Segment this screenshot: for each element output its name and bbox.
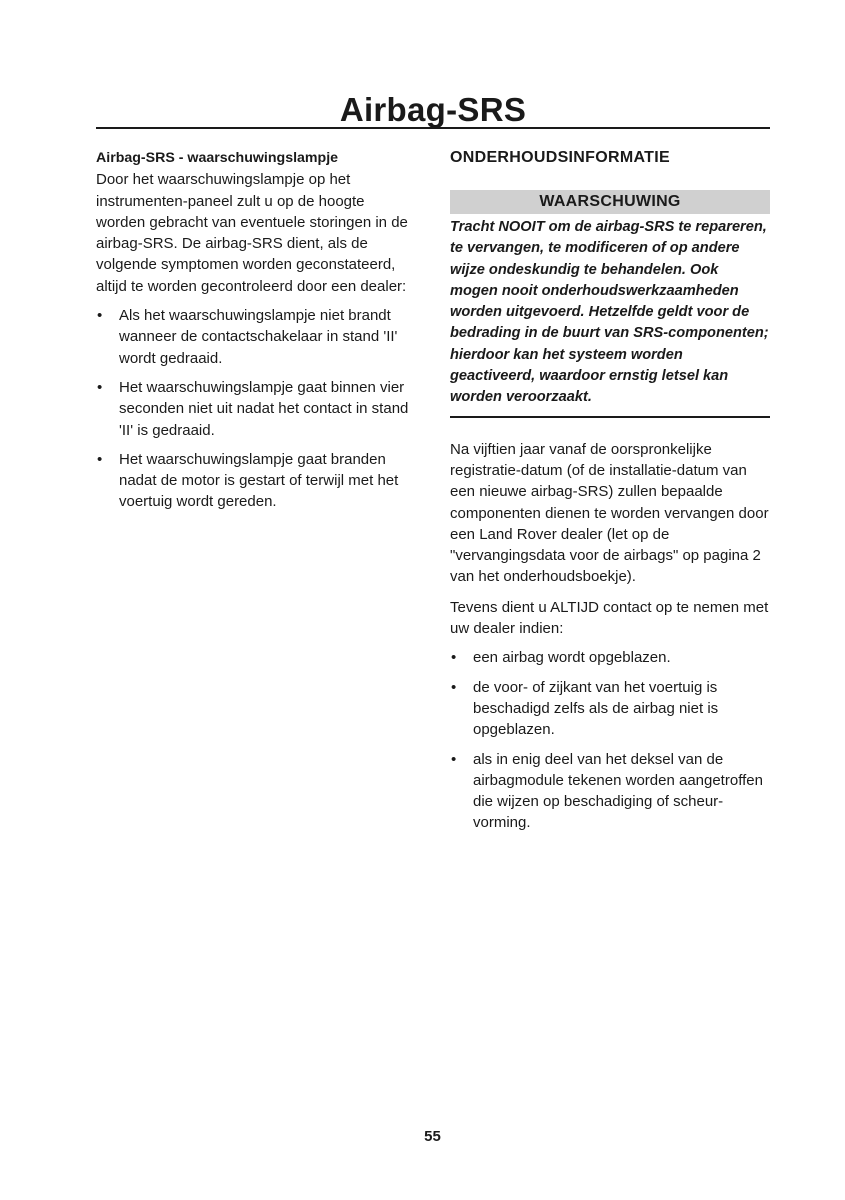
warning-lamp-subheading: Airbag-SRS - waarschuwingslampje bbox=[96, 150, 339, 166]
bullet-icon: • bbox=[97, 450, 103, 468]
warning-divider bbox=[450, 416, 770, 418]
list-item bbox=[450, 677, 770, 741]
right-column bbox=[450, 147, 770, 834]
contact-dealer-paragraph: Tevens dient u ALTIJD contact op te nemen met uw dealer indien: bbox=[450, 598, 769, 638]
list-item-text: Als het waarschuwingslampje niet brandt wanneer de contactschakelaar in stand 'II' wordt gedraaid. bbox=[119, 307, 398, 367]
bullet-icon: • bbox=[97, 378, 103, 396]
list-item-text: een airbag wordt opgeblazen. bbox=[473, 649, 671, 667]
warning-banner: WAARSCHUWING bbox=[450, 190, 770, 214]
list-item-text: Het waarschuwingslampje gaat binnen vier seconden niet uit nadat het contact in stand 'II' is gedraaid. bbox=[119, 378, 409, 439]
dealer-conditions-list bbox=[450, 647, 770, 833]
list-item-text: de voor- of zijkant van het voertuig is beschadigd zelfs als de airbag niet is opgeblazen. bbox=[473, 678, 719, 739]
page-number: 55 bbox=[424, 1128, 441, 1145]
list-item bbox=[96, 449, 416, 513]
bullet-icon: • bbox=[97, 307, 103, 325]
list-item bbox=[450, 749, 770, 834]
maintenance-heading: ONDERHOUDSINFORMATIE bbox=[450, 149, 670, 166]
list-item bbox=[96, 377, 416, 441]
list-item-text: als in enig deel van het deksel van de airbagmodule tekenen worden aangetroffen die wijzen op beschadiging of scheur-vorming. bbox=[473, 750, 763, 832]
replacement-paragraph: Na vijftien jaar vanaf de oorspronkelijke registratie-datum (of de installatie-datum van een nieuwe airbag-SRS) zullen bepaalde componenten dienen te worden vervangen door een Land Rover dealer (let op de "vervangingsdata voor de airbags" op pagina 2 van het onderhoudsboekje). bbox=[450, 440, 769, 586]
bullet-icon: • bbox=[451, 649, 457, 667]
list-item bbox=[450, 647, 770, 668]
bullet-icon: • bbox=[451, 750, 457, 768]
bullet-icon: • bbox=[451, 678, 457, 696]
page-title: Airbag-SRS bbox=[339, 91, 527, 128]
warning-lamp-intro: Door het waarschuwingslampje op het instrumenten-paneel zult u op de hoogte worden gebracht van eventuele storingen in de airbag-SRS. De airbag-SRS dient, als de volgende symptomen worden geconstateerd, altijd te worden gecontroleerd door een dealer: bbox=[96, 171, 408, 295]
warning-text: Tracht NOOIT om de airbag-SRS te repareren, te vervangen, te modificeren of op andere wijze ondeskundig te behandelen. Ook mogen nooit onderhoudswerkzaamheden worden uitgevoerd. Hetzelfde geldt voor de bedrading in de buurt van SRS-componenten; hierdoor kan het systeem worden geactiveerd, waardoor ernstig letsel kan worden veroorzaakt. bbox=[450, 219, 769, 406]
list-item-text: Het waarschuwingslampje gaat branden nadat de motor is gestart of terwijl met het voertuig wordt gereden. bbox=[119, 450, 399, 511]
title-divider bbox=[96, 127, 770, 129]
symptom-list bbox=[96, 305, 416, 513]
list-item bbox=[96, 305, 416, 369]
left-column bbox=[96, 148, 416, 513]
